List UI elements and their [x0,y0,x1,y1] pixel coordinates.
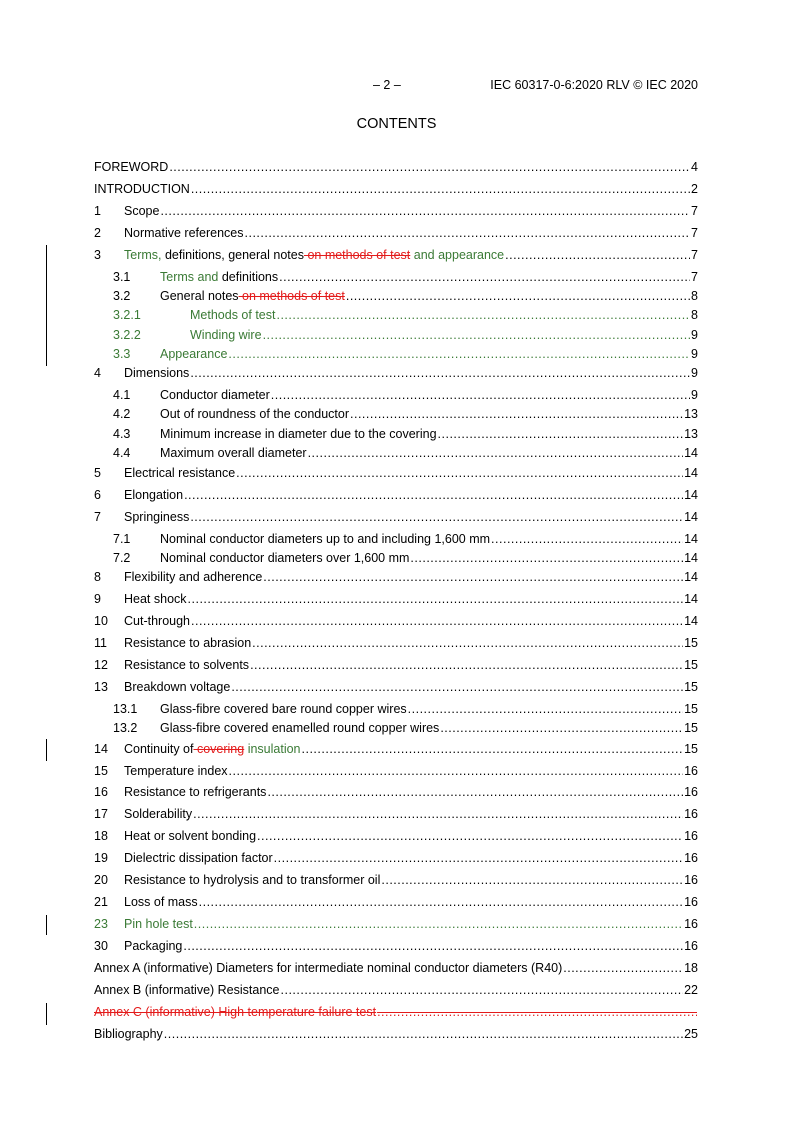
toc-text: Elongation [124,488,184,502]
toc-entry-page: 15 [684,636,698,650]
toc-entry[interactable] [94,444,698,462]
toc-entry-title [124,915,193,933]
dot-leader [308,444,684,462]
deleted-text: on methods of test [238,289,345,303]
toc-entry-title [160,425,437,443]
toc-text: Springiness [124,510,190,524]
toc-entry[interactable] [94,1003,698,1021]
toc-entry[interactable] [94,345,698,363]
toc-entry-title [124,508,189,526]
dot-leader [188,590,684,608]
toc-entry-page: 9 [691,347,698,361]
dot-leader [377,1003,697,1021]
toc-entry-title [124,590,187,608]
toc-entry-number: 7 [94,510,101,524]
toc-entry-title [124,762,228,780]
toc-entry-page: 9 [691,366,698,380]
toc-entry-page: 7 [691,204,698,218]
toc-entry-page: 13 [684,407,698,421]
toc-entry-page: 25 [684,1027,698,1041]
toc-text: Resistance to hydrolysis and to transformer oil [124,873,381,887]
toc-entry[interactable] [94,386,698,404]
toc-entry[interactable] [94,719,698,737]
toc-text: Heat or solvent bonding [124,829,257,843]
toc-entry[interactable] [94,827,698,845]
dot-leader [440,719,683,737]
toc-entry-number: 4.2 [113,407,131,421]
dot-leader [250,656,683,674]
toc-entry[interactable] [94,306,698,324]
toc-entry-title [124,805,192,823]
toc-entry-title [160,287,345,305]
dot-leader [194,915,683,933]
toc-text: Bibliography [94,1027,163,1041]
toc-entry-number: 5 [94,466,101,480]
toc-entry-title [160,530,490,548]
toc-entry-title [160,405,349,423]
toc-text: Breakdown voltage [124,680,231,694]
toc-entry-page: 16 [684,851,698,865]
toc-entry-number: 6 [94,488,101,502]
toc-entry-title [160,444,307,462]
toc-entry[interactable] [94,700,698,718]
toc-entry[interactable] [94,246,698,264]
dot-leader [279,268,690,286]
toc-entry[interactable] [94,959,698,977]
toc-entry[interactable] [94,364,698,382]
inserted-text: and appearance [410,248,505,262]
toc-entry-page: 8 [691,308,698,322]
toc-entry[interactable] [94,915,698,933]
toc-entry-page: 9 [691,328,698,342]
toc-entry-number: 7.2 [113,551,131,565]
toc-entry-title [160,386,270,404]
dot-leader [190,364,690,382]
toc-entry-title [190,326,262,344]
dot-leader [267,783,683,801]
toc-entry[interactable] [94,783,698,801]
toc-entry-title [124,783,266,801]
toc-entry-number: 14 [94,742,108,756]
toc-entry-number: 11 [94,636,107,650]
inserted-text: Appearance [160,347,228,361]
toc-entry-number: 20 [94,873,108,887]
toc-entry-title [124,224,244,242]
dot-leader [160,202,690,220]
inserted-text: Terms, [124,248,162,262]
dot-leader [229,762,684,780]
toc-entry[interactable] [94,326,698,344]
dot-leader [228,345,690,363]
toc-entry-number: 19 [94,851,108,865]
toc-entry-title [160,549,409,567]
dot-leader [236,464,683,482]
toc-entry-title [124,740,301,758]
toc-entry[interactable] [94,590,698,608]
toc-entry-page: 9 [691,388,698,402]
toc-entry-page: 16 [684,873,698,887]
dot-leader [252,634,683,652]
toc-entry-page: 14 [684,532,698,546]
toc-entry[interactable] [94,740,698,758]
toc-entry-page: 14 [684,510,698,524]
dot-leader [302,740,684,758]
toc-entry-number: 4 [94,366,101,380]
inserted-text: Pin hole test [124,917,193,931]
toc-entry[interactable] [94,224,698,242]
toc-entry-number: 16 [94,785,108,799]
toc-text: Conductor diameter [160,388,270,402]
page-number: – 2 – [373,78,401,92]
toc-entry-title [124,678,230,696]
dot-leader [231,678,683,696]
toc-entry-title [94,180,190,198]
toc-entry-number: 3.1 [113,270,131,284]
toc-entry-page: 16 [684,764,698,778]
toc-entry-page: 14 [684,488,698,502]
toc-entry-page: 4 [691,160,698,174]
toc-entry-number: 4.4 [113,446,131,460]
toc-entry-title [124,486,183,504]
toc-entry-title [124,849,273,867]
dot-leader [276,306,690,324]
toc-text: Maximum overall diameter [160,446,307,460]
toc-entry-page: 16 [684,785,698,799]
toc-text: Temperature index [124,764,228,778]
toc-text: Annex A (informative) Diameters for intermediate nominal conductor diameters (R40) [94,961,563,975]
toc-entry-number: 3.2.2 [113,328,141,342]
toc-entry-page: 15 [684,742,698,756]
toc-text: General notes [160,289,239,303]
toc-entry-page: 7 [691,270,698,284]
toc-text: Dielectric dissipation factor [124,851,273,865]
dot-leader [169,158,690,176]
toc-entry-number: 8 [94,570,101,584]
change-bar [46,1003,47,1025]
toc-entry-title [190,306,275,324]
toc-entry-page: 18 [684,961,698,975]
dot-leader [257,827,683,845]
toc-entry-page: 16 [684,917,698,931]
deleted-text: covering [193,742,245,756]
toc-entry[interactable] [94,678,698,696]
toc-entry-number: 3.2.1 [113,308,141,322]
toc-text: Glass-fibre covered enamelled round copper wires [160,721,440,735]
toc-entry-title [124,202,159,220]
dot-leader [438,425,684,443]
toc-entry-title [124,464,235,482]
toc-entry-number: 30 [94,939,108,953]
dot-leader [408,700,683,718]
toc-entry-number: 3.2 [113,289,131,303]
toc-text: Resistance to refrigerants [124,785,267,799]
toc-entry-title [94,158,168,176]
inserted-text: Terms and [160,270,219,284]
toc-entry[interactable] [94,871,698,889]
toc-entry-number: 9 [94,592,101,606]
toc-entry-title [124,364,189,382]
toc-entry-page: 15 [684,680,698,694]
change-bar [46,245,47,366]
toc-text: Glass-fibre covered bare round copper wires [160,702,407,716]
toc-entry-title [160,719,439,737]
inserted-text: Winding wire [190,328,262,342]
toc-entry-page: 16 [684,829,698,843]
toc-entry-number: 3 [94,248,101,262]
toc-entry-title [94,1003,376,1021]
toc-entry[interactable] [94,656,698,674]
dot-leader [281,981,684,999]
toc-text: Packaging [124,939,183,953]
toc-text: definitions, general notes [161,248,304,262]
toc-entry[interactable] [94,268,698,286]
table-of-contents [94,0,698,1122]
toc-entry[interactable] [94,849,698,867]
toc-text: Heat shock [124,592,187,606]
toc-text: Electrical resistance [124,466,236,480]
toc-entry-number: 18 [94,829,108,843]
toc-entry-title [124,937,182,955]
toc-entry[interactable] [94,762,698,780]
change-bar [46,915,47,935]
toc-entry[interactable] [94,180,698,198]
toc-entry-number: 7.1 [113,532,131,546]
inserted-text: Methods of test [190,308,276,322]
toc-entry[interactable] [94,405,698,423]
toc-entry-title [124,827,256,845]
toc-entry-page: 8 [691,289,698,303]
toc-entry-number: 2 [94,226,101,240]
toc-text: Loss of mass [124,895,198,909]
toc-text: Cut-through [124,614,191,628]
toc-entry-page: 7 [691,248,698,262]
toc-entry-page: 14 [684,551,698,565]
toc-entry-page: 15 [684,658,698,672]
toc-entry-page: 14 [684,466,698,480]
change-bar [46,739,47,761]
toc-text: INTRODUCTION [94,182,190,196]
toc-entry[interactable] [94,486,698,504]
toc-entry-title [94,981,280,999]
toc-entry-number: 13.1 [113,702,138,716]
toc-entry-page: 14 [684,570,698,584]
dot-leader [274,849,683,867]
toc-entry-title [124,246,504,264]
toc-entry-number: 3.3 [113,347,131,361]
toc-entry-page: 14 [684,446,698,460]
toc-entry-page: 16 [684,895,698,909]
toc-entry-number: 15 [94,764,108,778]
toc-entry-title [124,656,249,674]
toc-text: Solderability [124,807,193,821]
toc-entry-number: 17 [94,807,108,821]
toc-entry-title [160,345,227,363]
toc-text: Minimum increase in diameter due to the covering [160,427,437,441]
toc-entry[interactable] [94,158,698,176]
toc-entry[interactable] [94,981,698,999]
dot-leader [491,530,683,548]
dot-leader [199,893,683,911]
dot-leader [346,287,690,305]
toc-entry[interactable] [94,530,698,548]
deleted-text: on methods of test [303,248,411,262]
toc-entry-number: 23 [94,917,108,931]
toc-entry-title [124,893,198,911]
dot-leader [563,959,683,977]
dot-leader [184,486,683,504]
toc-entry-page: 15 [684,702,698,716]
inserted-text: insulation [244,742,301,756]
toc-entry-page: 2 [691,182,698,196]
dot-leader [245,224,691,242]
dot-leader [191,180,690,198]
page-title: CONTENTS [356,116,437,132]
dot-leader [263,326,690,344]
toc-entry[interactable] [94,568,698,586]
dot-leader [164,1025,683,1043]
toc-entry[interactable] [94,508,698,526]
toc-entry-number: 4.1 [113,388,131,402]
dot-leader [191,612,683,630]
toc-entry-title [94,1025,163,1043]
toc-entry[interactable] [94,202,698,220]
toc-entry[interactable] [94,893,698,911]
toc-entry-number: 4.3 [113,427,131,441]
toc-entry[interactable] [94,549,698,567]
toc-entry-page: 7 [691,226,698,240]
toc-entry[interactable] [94,937,698,955]
deleted-text: Annex C (informative) High temperature failure test [94,1005,377,1019]
toc-text: definitions [218,270,279,284]
toc-text: Dimensions [124,366,190,380]
toc-entry-title [124,568,262,586]
toc-text: Resistance to abrasion [124,636,252,650]
toc-entry-page: 14 [684,592,698,606]
toc-text: Resistance to solvents [124,658,250,672]
toc-entry-number: 13.2 [113,721,138,735]
toc-text: Flexibility and adherence [124,570,263,584]
toc-entry[interactable] [94,287,698,305]
toc-text: Annex B (informative) Resistance [94,983,280,997]
toc-entry-number: 21 [94,895,108,909]
toc-entry-page: 13 [684,427,698,441]
dot-leader [381,871,683,889]
toc-entry-page: 16 [684,939,698,953]
toc-entry[interactable] [94,805,698,823]
toc-entry[interactable] [94,425,698,443]
dot-leader [263,568,683,586]
toc-entry-title [124,612,190,630]
dot-leader [190,508,683,526]
toc-entry-number: 1 [94,204,101,218]
toc-entry-title [124,871,380,889]
toc-entry-number: 10 [94,614,108,628]
toc-text: FOREWORD [94,160,169,174]
toc-entry-number: 12 [94,658,108,672]
toc-entry-page: 15 [684,721,698,735]
toc-text: Scope [124,204,160,218]
dot-leader [410,549,683,567]
toc-entry-page: 14 [684,614,698,628]
dot-leader [271,386,690,404]
dot-leader [350,405,683,423]
toc-text: Normative references [124,226,244,240]
toc-text: Nominal conductor diameters over 1,600 mm [160,551,410,565]
toc-entry[interactable] [94,634,698,652]
toc-entry-page: 16 [684,807,698,821]
dot-leader [193,805,683,823]
toc-text: Out of roundness of the conductor [160,407,350,421]
toc-entry-title [94,959,562,977]
toc-entry-title [160,268,278,286]
toc-entry[interactable] [94,612,698,630]
toc-entry-page: 22 [684,983,698,997]
toc-entry-title [124,634,251,652]
toc-text: Nominal conductor diameters up to and including 1,600 mm [160,532,491,546]
toc-entry[interactable] [94,1025,698,1043]
dot-leader [183,937,683,955]
toc-entry[interactable] [94,464,698,482]
toc-entry-number: 13 [94,680,108,694]
toc-entry-title [160,700,407,718]
toc-text: Continuity of [124,742,194,756]
dot-leader [505,246,690,264]
standard-reference: IEC 60317-0-6:2020 RLV © IEC 2020 [490,78,698,92]
